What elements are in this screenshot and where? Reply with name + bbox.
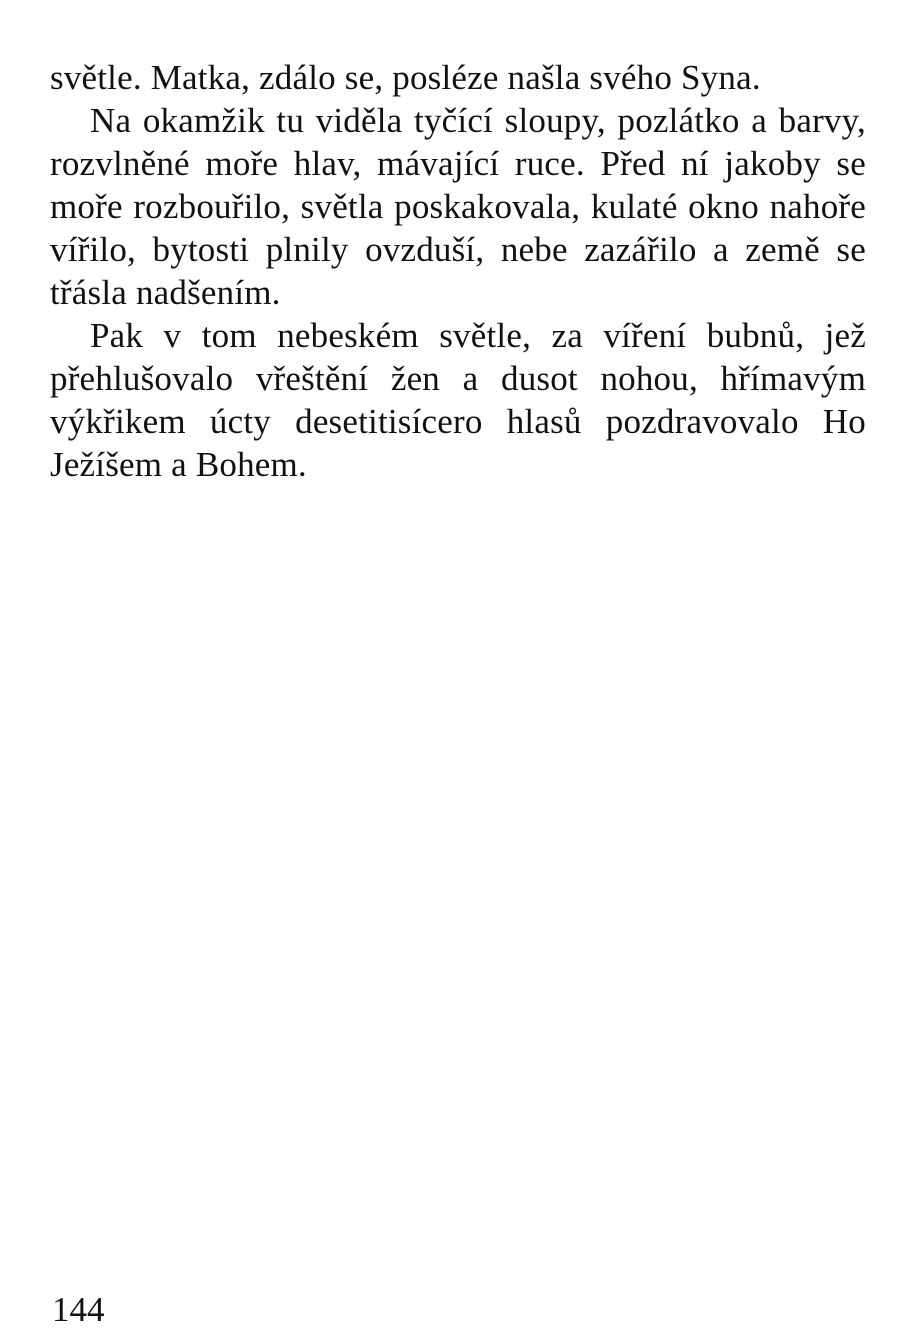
paragraph-sea-of-heads: Na okamžik tu viděla tyčící sloupy, pozlátko a barvy, rozvlněné moře hlav, mávající ruce. Před ní jakoby se moře rozbouřilo, světla poskakovala, kulaté okno nahoře vířilo, bytosti plnily ovzduší, nebe zazářilo a země se třásla nadšením.	[50, 101, 866, 312]
text-block	[50, 56, 866, 486]
paragraph-greeting: Pak v tom nebeském světle, za víření bubnů, jež přehlušovalo vřeštění žen a dusot nohou, hřímavým výkřikem úcty desetitisícero hlasů pozdravovalo Ho Ježíšem a Bohem.	[50, 316, 866, 484]
paragraph-continuation: světle. Matka, zdálo se, posléze našla svého Syna.	[50, 58, 761, 97]
page-number: 144	[52, 1290, 105, 1329]
